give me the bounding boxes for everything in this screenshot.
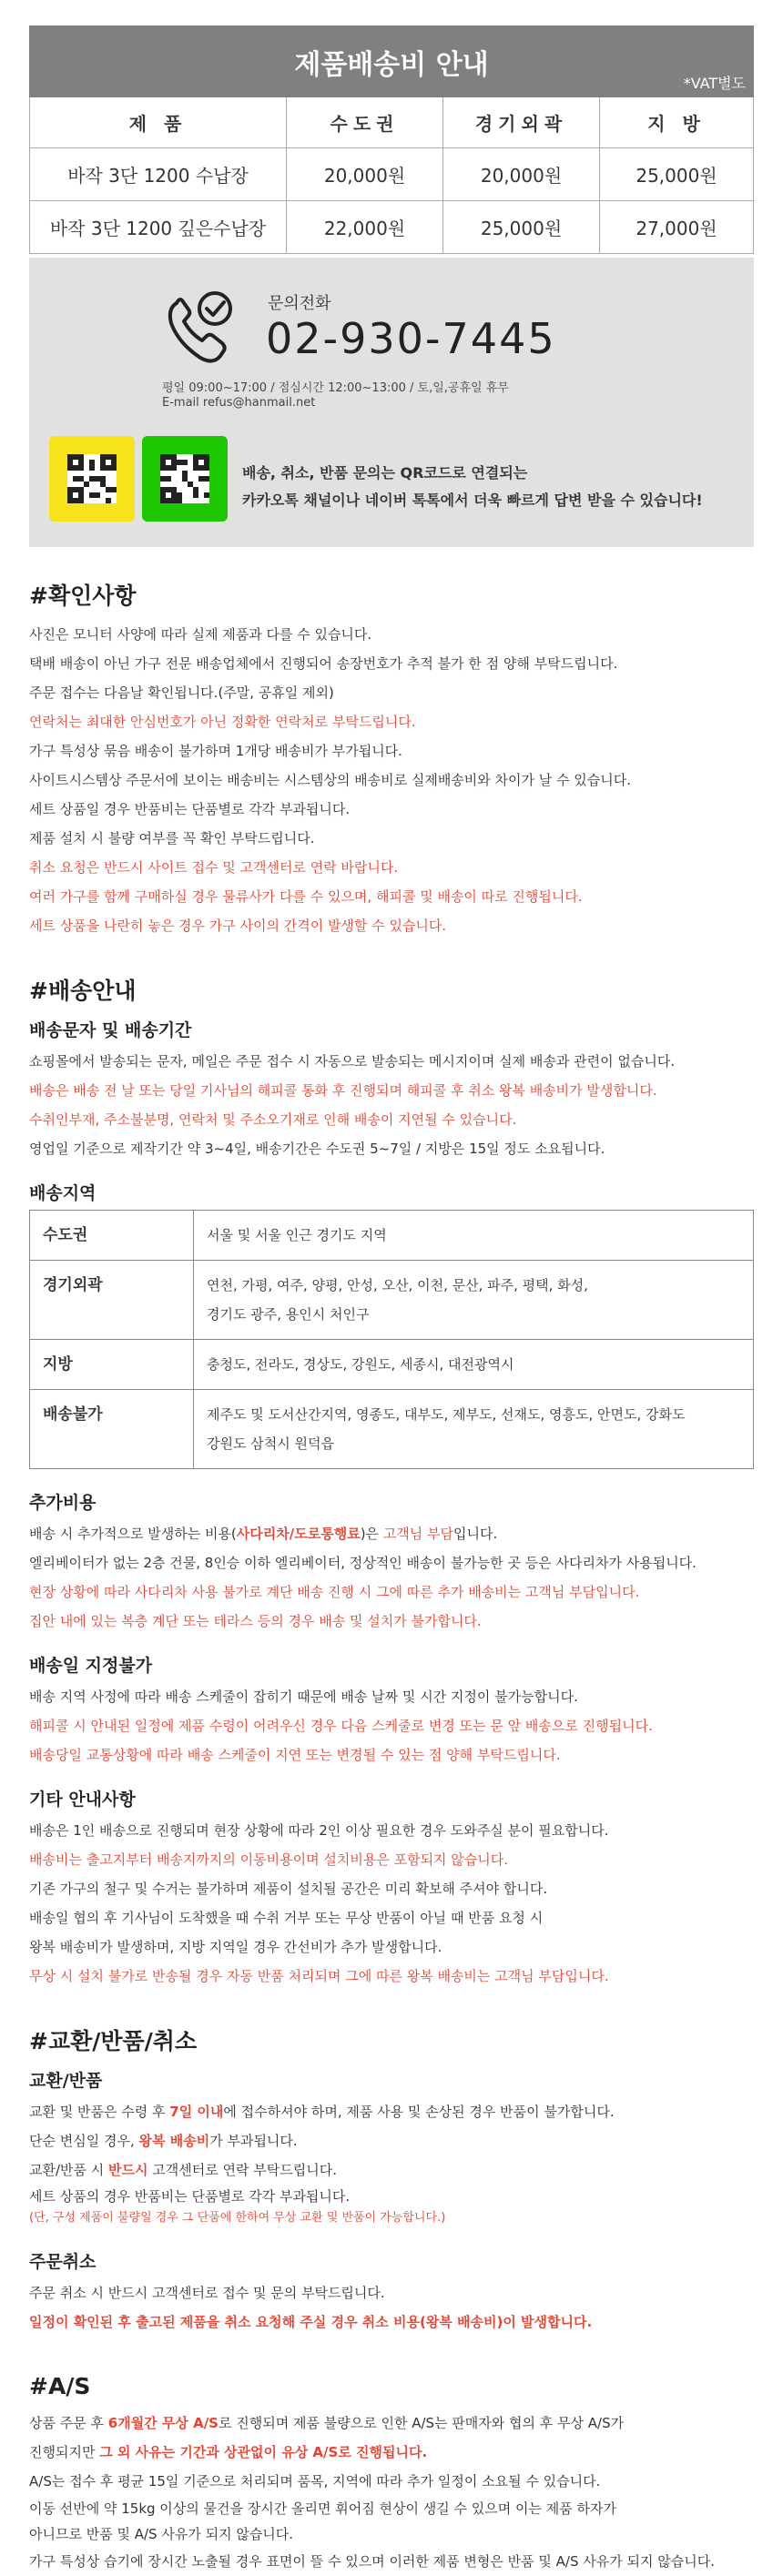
table-row — [30, 1211, 754, 1261]
qr-guide-text — [242, 460, 703, 514]
text-line: 영업일 기준으로 제작기간 약 3~4일, 배송기간은 수도권 5~7일 / 지방은 15일 정도 소요됩니다. — [29, 1141, 605, 1157]
text-line: 해피콜 시 안내된 일정에 제품 수령이 어려우신 경우 다음 스케줄로 변경 또는 문 앞 배송으로 진행됩니다. — [29, 1718, 653, 1734]
region-detail — [194, 1390, 754, 1469]
text-line: 세트 상품을 나란히 놓은 경우 가구 사이의 간격이 발생할 수 있습니다. — [29, 918, 447, 934]
shipping-fee-table — [29, 25, 754, 254]
text-line: 사이트시스템상 주문서에 보이는 배송비는 시스템상의 배송비로 실제배송비와 차이가 날 수 있습니다. — [29, 772, 632, 788]
business-hours: 평일 09:00~17:00 / 점심시간 12:00~13:00 / 토,일,공휴일 휴무 — [162, 381, 509, 395]
section-title: #A/S — [29, 2373, 91, 2399]
table-header-row — [30, 97, 754, 148]
text-line: 배송당일 교통상황에 따라 배송 스케줄이 지연 또는 변경될 수 있는 점 양해 부탁드립니다. — [29, 1747, 561, 1763]
highlight-text: 6개월간 무상 A/S — [107, 2415, 219, 2431]
text-span: 에 접수하셔야 하며, 제품 사용 및 손상된 경우 반품이 불가합니다. — [223, 2104, 615, 2120]
contact-phone-number: 02-930-7445 — [266, 314, 556, 363]
delivery-text-list — [29, 1548, 754, 1636]
region-detail-line: 충청도, 전라도, 경상도, 강원도, 세종시, 대전광역시 — [207, 1356, 514, 1373]
section-title: #확인사항 — [29, 583, 137, 609]
text-line: 세트 상품일 경우 반품비는 단품별로 각각 부과됩니다. — [29, 801, 351, 817]
contact-label: 문의전화 — [268, 294, 331, 313]
text-line: A/S는 접수 후 평균 15일 기준으로 처리되며 품목, 지역에 따라 추가 일정이 소요될 수 있습니다. — [29, 2473, 601, 2490]
header-province: 지 방 — [600, 97, 754, 148]
region-detail — [194, 1211, 754, 1261]
as-section — [29, 2373, 754, 2576]
delivery-section — [29, 973, 754, 1991]
region-name: 경기외곽 — [30, 1261, 194, 1340]
contact-email: E-mail refus@hanmail.net — [162, 396, 316, 410]
text-line: 기존 가구의 철구 및 수거는 불가하며 제품이 설치될 공간은 미리 확보해 주셔야 합니다. — [29, 1881, 548, 1897]
highlight-text: 반드시 — [108, 2162, 148, 2178]
text-line: 집안 내에 있는 복층 계단 또는 테라스 등의 경우 배송 및 설치가 불가합니다. — [29, 1613, 482, 1629]
region-detail — [194, 1340, 754, 1390]
extra-cost-line — [29, 1519, 754, 1548]
text-span: 가 부과됩니다. — [209, 2133, 298, 2149]
text-line: 가구 특성상 습기에 장시간 노출될 경우 표면이 뜰 수 있으며 이러한 제품 변형은 반품 및 A/S 사유가 되지 않습니다. — [29, 2553, 715, 2570]
check-list — [29, 620, 754, 940]
text-span: 로 진행되며 제품 불량으로 인한 A/S는 판매자와 협의 후 무상 A/S가 — [219, 2415, 625, 2431]
price-gyeonggi: 20,000원 — [443, 148, 600, 201]
section-title: #교환/반품/취소 — [29, 2028, 198, 2054]
text-line: 이동 선반에 약 15kg 이상의 물건을 장시간 올리면 휘어짐 현상이 생길 수 있으며 이는 제품 하자가 — [29, 2500, 616, 2517]
text-line: 주문 취소 시 반드시 고객센터로 접수 및 문의 부탁드립니다. — [29, 2285, 385, 2301]
subsection-title: 배송일 지정불가 — [29, 1656, 153, 1676]
text-line: 여러 가구를 함께 구매하실 경우 물류사가 다를 수 있으며, 해피콜 및 배송이 따로 진행됩니다. — [29, 888, 583, 905]
highlight-text: 사다리차/도로통행료 — [236, 1526, 361, 1542]
text-span: 교환/반품 시 — [29, 2162, 109, 2178]
text-span: 고객센터로 연락 부탁드립니다. — [147, 2162, 337, 2178]
highlight-text: 왕복 배송비 — [138, 2133, 210, 2149]
qr-pattern-icon — [67, 454, 117, 503]
text-line: 배송비는 출고지부터 배송지까지의 이동비용이며 설치비용은 포함되지 않습니다. — [29, 1851, 509, 1868]
table-row — [30, 148, 754, 201]
text-line: 제품 설치 시 불량 여부를 꼭 확인 부탁드립니다. — [29, 830, 315, 847]
note-line: (단, 구성 제품이 불량일 경우 그 단품에 한하여 무상 교환 및 반품이 가능합니다.) — [29, 2211, 446, 2225]
subsection-title: 교환/반품 — [29, 2071, 103, 2091]
price-province: 25,000원 — [600, 148, 754, 201]
text-line: 취소 요청은 반드시 사이트 접수 및 고객센터로 연락 바랍니다. — [29, 859, 399, 876]
delivery-text-list — [29, 1682, 754, 1770]
text-span: 진행되지만 — [29, 2444, 100, 2460]
price-capital: 20,000원 — [287, 148, 443, 201]
header-gyeonggi: 경기외곽 — [443, 97, 600, 148]
vat-note: *VAT별도 — [683, 75, 746, 92]
qr-guide-line: 카카오톡 채널이나 네이버 톡톡에서 더욱 빠르게 답변 받을 수 있습니다! — [242, 492, 703, 509]
text-line — [29, 2097, 754, 2126]
naver-qr-code[interactable] — [142, 436, 228, 522]
text-line: 배송은 1인 배송으로 진행되며 현장 상황에 따라 2인 이상 필요한 경우 도와주실 분이 필요합니다. — [29, 1822, 609, 1839]
region-detail-line: 강원도 삼척시 원덕읍 — [207, 1435, 334, 1452]
shipping-fee-title-cell — [30, 26, 754, 97]
text-line: 세트 상품의 경우 반품비는 단품별로 각각 부과됩니다. — [29, 2188, 351, 2205]
text-line: 왕복 배송비가 발생하며, 지방 지역일 경우 간선비가 추가 발생합니다. — [29, 1939, 442, 1955]
region-detail-line: 서울 및 서울 인근 경기도 지역 — [207, 1227, 387, 1243]
subsection-title: 기타 안내사항 — [29, 1790, 136, 1810]
text-line: 엘리베이터가 없는 2층 건물, 8인승 이하 엘리베이터, 정상적인 배송이 불가능한 곳 등은 사다리차가 사용됩니다. — [29, 1555, 697, 1571]
text-span: )은 — [360, 1526, 383, 1542]
table-row — [30, 201, 754, 254]
product-name: 바작 3단 1200 깊은수납장 — [30, 201, 287, 254]
exchange-section — [29, 2023, 754, 2337]
table-row — [30, 1390, 754, 1469]
subsection-title: 추가비용 — [29, 1493, 97, 1513]
subsection-title: 주문취소 — [29, 2252, 97, 2272]
text-line: 배송은 배송 전 날 또는 당일 기사님의 해피콜 통화 후 진행되며 해피콜 후 취소 왕복 배송비가 발생합니다. — [29, 1082, 657, 1099]
region-detail — [194, 1261, 754, 1340]
section-title: #배송안내 — [29, 978, 137, 1004]
region-detail-line: 제주도 및 도서산간지역, 영종도, 대부도, 제부도, 선재도, 영흥도, 안면도, 강화도 — [207, 1406, 686, 1423]
table-row — [30, 1340, 754, 1390]
text-line: 무상 시 설치 불가로 반송될 경우 자동 반품 처리되며 그에 따른 왕복 배송비는 고객님 부담입니다. — [29, 1968, 609, 1984]
price-province: 27,000원 — [600, 201, 754, 254]
text-span: 교환 및 반품은 수령 후 — [29, 2104, 170, 2120]
phone-check-icon — [164, 287, 239, 365]
text-span: 상품 주문 후 — [29, 2415, 108, 2431]
qr-pattern-icon — [160, 454, 209, 503]
table-row — [30, 1261, 754, 1340]
subsection-title: 배송지역 — [29, 1183, 97, 1203]
region-name: 지방 — [30, 1340, 194, 1390]
highlight-text: 고객님 부담 — [382, 1526, 454, 1542]
text-line: 연락처는 최대한 안심번호가 아닌 정확한 연락처로 부탁드립니다. — [29, 714, 416, 730]
qr-guide-line: 배송, 취소, 반품 문의는 QR코드로 연결되는 — [242, 464, 528, 482]
text-line: 아니므로 반품 및 A/S 사유가 되지 않습니다. — [29, 2526, 294, 2542]
header-capital: 수도권 — [287, 97, 443, 148]
contact-box — [29, 258, 754, 547]
text-span: 입니다. — [453, 1526, 498, 1542]
subsection-title: 배송문자 및 배송기간 — [29, 1020, 192, 1040]
text-line: 일정이 확인된 후 출고된 제품을 취소 요청해 주실 경우 취소 비용(왕복 배송비)이 발생합니다. — [29, 2314, 593, 2330]
check-section — [29, 578, 754, 940]
delivery-text-list — [29, 1047, 754, 1163]
text-line: 배송 지역 사정에 따라 배송 스케줄이 잡히기 때문에 배송 날짜 및 시간 지정이 불가능합니다. — [29, 1689, 578, 1705]
price-gyeonggi: 25,000원 — [443, 201, 600, 254]
region-detail-line: 연천, 가평, 여주, 양평, 안성, 오산, 이천, 문산, 파주, 평택, 화성, — [207, 1277, 588, 1293]
header-product: 제 품 — [30, 97, 287, 148]
text-span: 단순 변심일 경우, — [29, 2133, 139, 2149]
text-line: 가구 특성상 묶음 배송이 불가하며 1개당 배송비가 부가됩니다. — [29, 743, 402, 759]
text-line — [29, 2409, 754, 2438]
kakao-qr-code[interactable] — [49, 436, 135, 522]
product-name: 바작 3단 1200 수납장 — [30, 148, 287, 201]
shipping-fee-title: 제품배송비 안내 — [294, 48, 489, 81]
text-line: 배송일 협의 후 기사님이 도착했을 때 수취 거부 또는 무상 반품이 아닐 때 반품 요청 시 — [29, 1910, 544, 1926]
text-line: 수취인부재, 주소불분명, 연락처 및 주소오기재로 인해 배송이 지연될 수 있습니다. — [29, 1111, 517, 1128]
text-line — [29, 2126, 754, 2155]
highlight-text: 7일 이내 — [169, 2104, 224, 2120]
text-line — [29, 2438, 754, 2467]
text-line: 택배 배송이 아닌 가구 전문 배송업체에서 진행되어 송장번호가 추적 불가 한 점 양해 부탁드립니다. — [29, 655, 618, 672]
highlight-text: 그 외 사유는 기간과 상관없이 유상 A/S로 진행됩니다. — [99, 2444, 428, 2460]
text-line: 사진은 모니터 사양에 따라 실제 제품과 다를 수 있습니다. — [29, 626, 372, 643]
text-line: 쇼핑몰에서 발송되는 문자, 메일은 주문 접수 시 자동으로 발송되는 메시지이며 실제 배송과 관련이 없습니다. — [29, 1053, 676, 1070]
text-line — [29, 2155, 754, 2185]
text-line: 주문 접수는 다음날 확인됩니다.(주말, 공휴일 제외) — [29, 685, 334, 701]
region-table — [29, 1210, 754, 1469]
text-line: 현장 상황에 따라 사다리차 사용 불가로 계단 배송 진행 시 그에 따른 추가 배송비는 고객님 부담입니다. — [29, 1584, 640, 1600]
delivery-text-list — [29, 1816, 754, 1991]
region-detail-line: 경기도 광주, 용인시 처인구 — [207, 1306, 370, 1323]
price-capital: 22,000원 — [287, 201, 443, 254]
region-name: 배송불가 — [30, 1390, 194, 1469]
region-name: 수도권 — [30, 1211, 194, 1261]
text-span: 배송 시 추가적으로 발생하는 비용( — [29, 1526, 237, 1542]
